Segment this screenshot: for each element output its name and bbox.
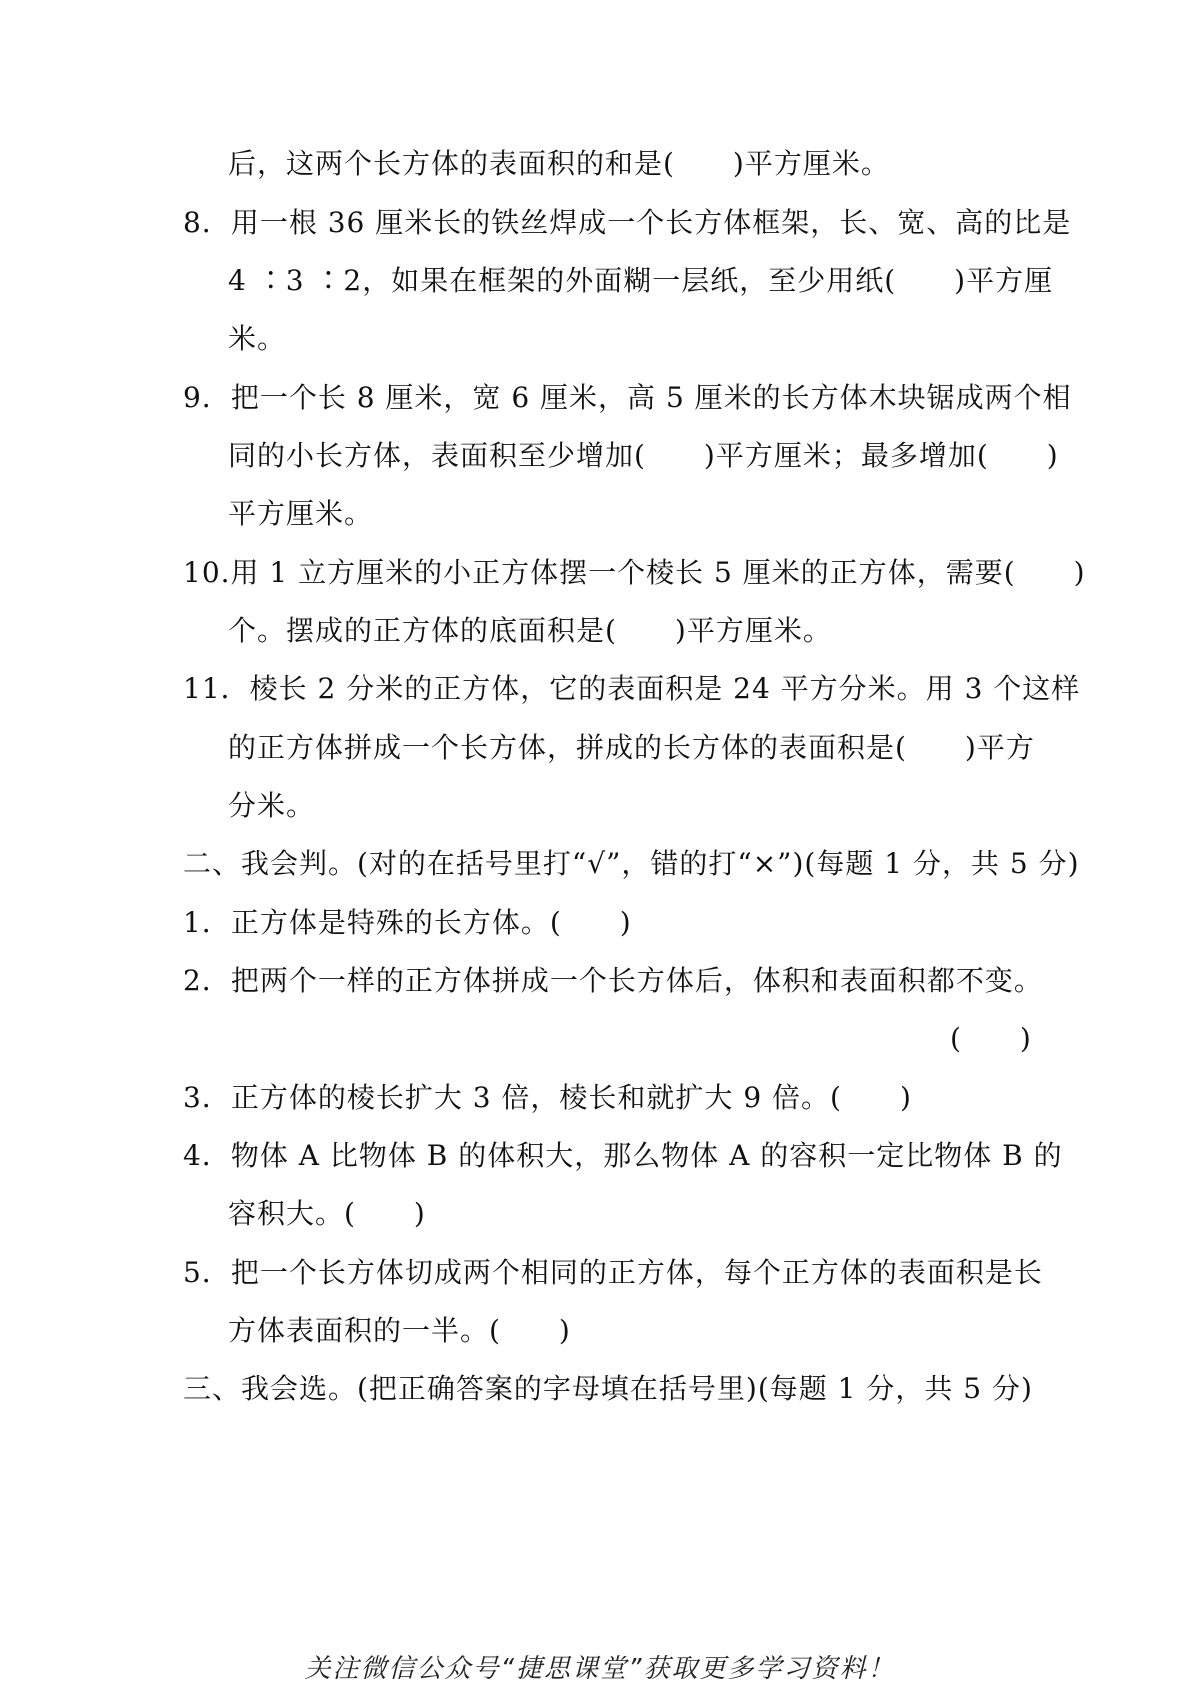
section-3-heading: 三、我会选。(把正确答案的字母填在括号里)(每题 1 分，共 5 分) (183, 1372, 1033, 1405)
q9-line-3: 平方厘米。 (228, 497, 374, 530)
section-2-heading: 二、我会判。(对的在括号里打“√”，错的打“×”)(每题 1 分，共 5 分) (183, 847, 1080, 880)
judge-q5-line-2: 方体表面积的一半。( ) (228, 1314, 571, 1347)
q9-line-2: 同的小长方体，表面积至少增加( )平方厘米；最多增加( ) (228, 439, 1059, 472)
judge-q4-line-2: 容积大。( ) (228, 1197, 426, 1230)
q11-line-1: 11．棱长 2 分米的正方体，它的表面积是 24 平方分米。用 3 个这样 (183, 672, 1081, 705)
q10-line-2: 个。摆成的正方体的底面积是( )平方厘米。 (228, 614, 832, 647)
q9-line-1: 9．把一个长 8 厘米，宽 6 厘米，高 5 厘米的长方体木块锯成两个相 (183, 381, 1072, 414)
judge-q5-line-1: 5．把一个长方体切成两个相同的正方体，每个正方体的表面积是长 (183, 1256, 1043, 1289)
judge-q1-line: 1．正方体是特殊的长方体。( ) (183, 906, 632, 939)
q8-line-1: 8．用一根 36 厘米长的铁丝焊成一个长方体框架，长、宽、高的比是 (183, 206, 1072, 239)
q8-line-3: 米。 (228, 322, 287, 355)
q11-line-2: 的正方体拼成一个长方体，拼成的长方体的表面积是( )平方 (228, 731, 1035, 764)
q7-continuation-line: 后，这两个长方体的表面积的和是( )平方厘米。 (228, 147, 890, 180)
q8-line-2: 4 ∶3 ∶2，如果在框架的外面糊一层纸，至少用纸( )平方厘 (228, 264, 1054, 297)
judge-q2-line-1: 2．把两个一样的正方体拼成一个长方体后，体积和表面积都不变。 (183, 964, 1043, 997)
judge-q3-line: 3．正方体的棱长扩大 3 倍，棱长和就扩大 9 倍。( ) (183, 1081, 912, 1114)
q11-line-3: 分米。 (228, 789, 316, 822)
footer-promo-text: 关注微信公众号“捷思课堂”获取更多学习资料！ (304, 1654, 896, 1684)
judge-q4-line-1: 4．物体 A 比物体 B 的体积大，那么物体 A 的容积一定比物体 B 的 (183, 1139, 1063, 1172)
judge-q2-answer-bracket: ( ) (950, 1022, 1032, 1055)
q10-line-1: 10.用 1 立方厘米的小正方体摆一个棱长 5 厘米的正方体，需要( ) (183, 556, 1086, 589)
